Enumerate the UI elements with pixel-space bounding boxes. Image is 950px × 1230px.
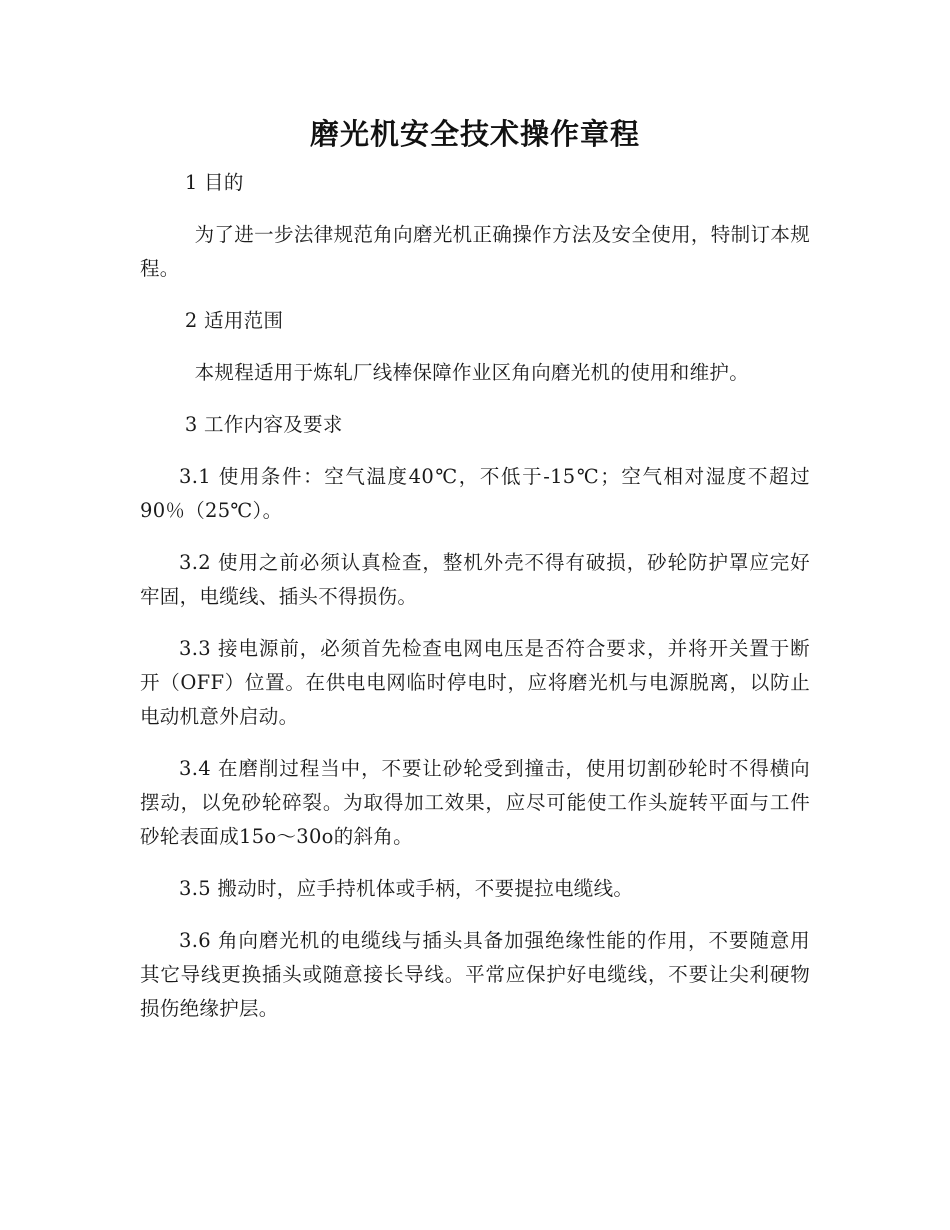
paragraph-3-6: 3.6 角向磨光机的电缆线与插头具备加强绝缘性能的作用，不要随意用其它导线更换插头或随意接长导线。平常应保护好电缆线，不要让尖利硬物损伤绝缘护层。 <box>140 929 810 1020</box>
paragraph-3-1: 3.1 使用条件：空气温度40℃，不低于-15℃；空气相对湿度不超过90％（25℃）。 <box>140 465 810 522</box>
paragraph-3-5: 3.5 搬动时，应手持机体或手柄，不要提拉电缆线。 <box>179 877 634 900</box>
paragraph-3-4: 3.4 在磨削过程当中，不要让砂轮受到撞击，使用切割砂轮时不得横向摆动，以免砂轮碎裂。为取得加工效果，应尽可能使工作头旋转平面与工件砂轮表面成15o～30o的斜角。 <box>140 757 810 848</box>
paragraph-scope: 本规程适用于炼轧厂线棒保障作业区角向磨光机的使用和维护。 <box>194 361 749 384</box>
paragraph-purpose: 为了进一步法律规范角向磨光机正确操作方法及安全使用，特制订本规程。 <box>140 223 810 280</box>
paragraph-3-3: 3.3 接电源前，必须首先检查电网电压是否符合要求，并将开关置于断开（OFF）位置。在供电电网临时停电时，应将磨光机与电源脱离，以防止电动机意外启动。 <box>140 637 810 728</box>
section-heading-scope: 2 适用范围 <box>184 309 284 332</box>
paragraph-3-2: 3.2 使用之前必须认真检查，整机外壳不得有破损，砂轮防护罩应完好牢固，电缆线、插头不得损伤。 <box>140 551 810 608</box>
section-heading-requirements: 3 工作内容及要求 <box>184 413 343 436</box>
document-body <box>140 166 810 1044</box>
section-heading-purpose: 1 目的 <box>184 171 244 194</box>
document-title: 磨光机安全技术操作章程 <box>309 117 640 151</box>
